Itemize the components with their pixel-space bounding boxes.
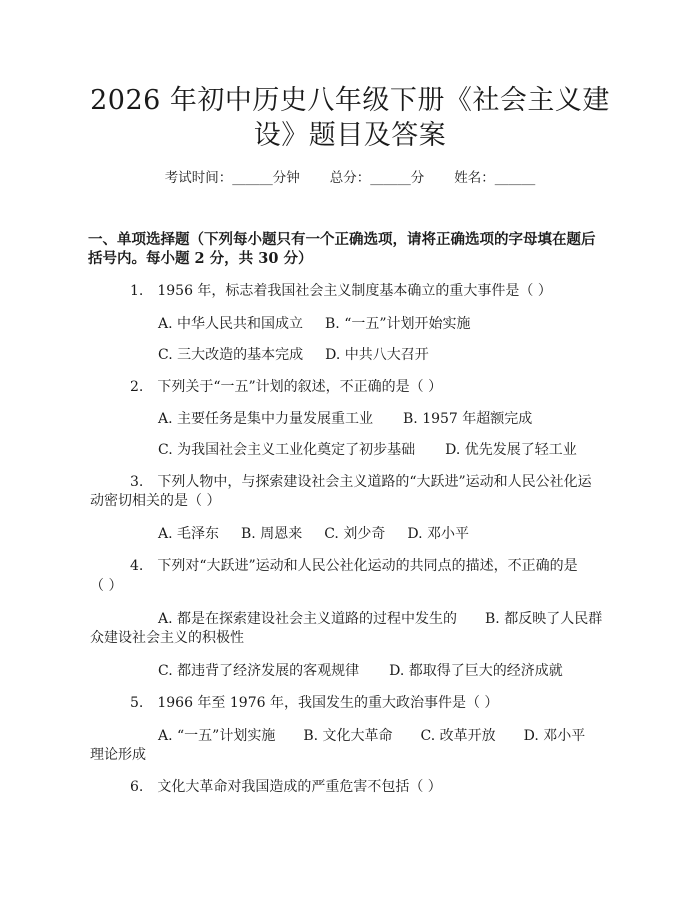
question-3-option-c: C. 刘少奇 [324, 526, 386, 542]
question-1-options-row-1 [158, 314, 471, 334]
document-title-line-2: 设》题目及答案 [253, 120, 447, 151]
question-1-option-d: D. 中共八大召开 [325, 347, 429, 363]
question-3-stem-line-2: 动密切相关的是（ ） [90, 493, 221, 509]
question-2-options-row-1 [158, 409, 532, 429]
question-6-stem: 6. 文化大革命对我国造成的严重危害不包括（ ） [130, 779, 442, 795]
question-4-options-line-1: A. 都是在探索建设社会主义道路的过程中发生的 B. 都反映了人民群 [158, 611, 603, 627]
question-1-option-b: B. “一五”计划开始实施 [325, 316, 471, 332]
question-1-option-a: A. 中华人民共和国成立 [158, 316, 304, 332]
question-3-options [158, 524, 469, 544]
question-2-option-d: D. 优先发展了轻工业 [445, 442, 577, 458]
exam-time-field: 考试时间：______分钟 [164, 170, 300, 186]
section-heading-line-2: 括号内。每小题 2 分，共 30 分） [88, 250, 313, 267]
question-3-stem-line-1: 3. 下列人物中，与探索建设社会主义道路的“大跃进”运动和人民公社化运 [130, 474, 592, 490]
question-4-option-d: D. 都取得了巨大的经济成就 [389, 663, 563, 679]
question-4-stem-line-1: 4. 下列对“大跃进”运动和人民公社化运动的共同点的描述，不正确的是 [130, 558, 578, 574]
section-heading-line-1: 一、单项选择题（下列每小题只有一个正确选项，请将正确选项的字母填在题后 [88, 231, 596, 248]
question-3-option-b: B. 周恩来 [241, 526, 303, 542]
question-1-option-c: C. 三大改造的基本完成 [158, 347, 304, 363]
question-5-options-line-1: A. “一五”计划实施 B. 文化大革命 C. 改革开放 D. 邓小平 [158, 728, 586, 744]
question-4-option-c: C. 都违背了经济发展的客观规律 [158, 663, 360, 679]
student-name-field: 姓名：______ [454, 170, 536, 186]
question-4-options-row-2 [158, 661, 563, 681]
question-5-stem: 5. 1966 年至 1976 年，我国发生的重大政治事件是（ ） [130, 695, 499, 711]
question-3-option-d: D. 邓小平 [407, 526, 469, 542]
question-1-stem: 1. 1956 年，标志着我国社会主义制度基本确立的重大事件是（ ） [130, 283, 552, 299]
question-2-options-row-2 [158, 440, 577, 460]
question-2-option-b: B. 1957 年超额完成 [403, 411, 533, 427]
question-2-option-a: A. 主要任务是集中力量发展重工业 [158, 411, 374, 427]
question-1-options-row-2 [158, 345, 429, 365]
question-2-option-c: C. 为我国社会主义工业化奠定了初步基础 [158, 442, 416, 458]
document-title-line-1: 2026 年初中历史八年级下册《社会主义建 [90, 85, 610, 116]
question-3-option-a: A. 毛泽东 [158, 526, 220, 542]
question-4-options-line-2: 众建设社会主义的积极性 [90, 630, 244, 646]
question-5-options-line-2: 理论形成 [90, 747, 146, 763]
exam-meta [0, 168, 700, 188]
total-score-field: 总分：______分 [329, 170, 425, 186]
question-2-stem: 2. 下列关于“一五”计划的叙述，不正确的是（ ） [130, 379, 443, 395]
question-4-stem-line-2: （ ） [90, 578, 123, 594]
